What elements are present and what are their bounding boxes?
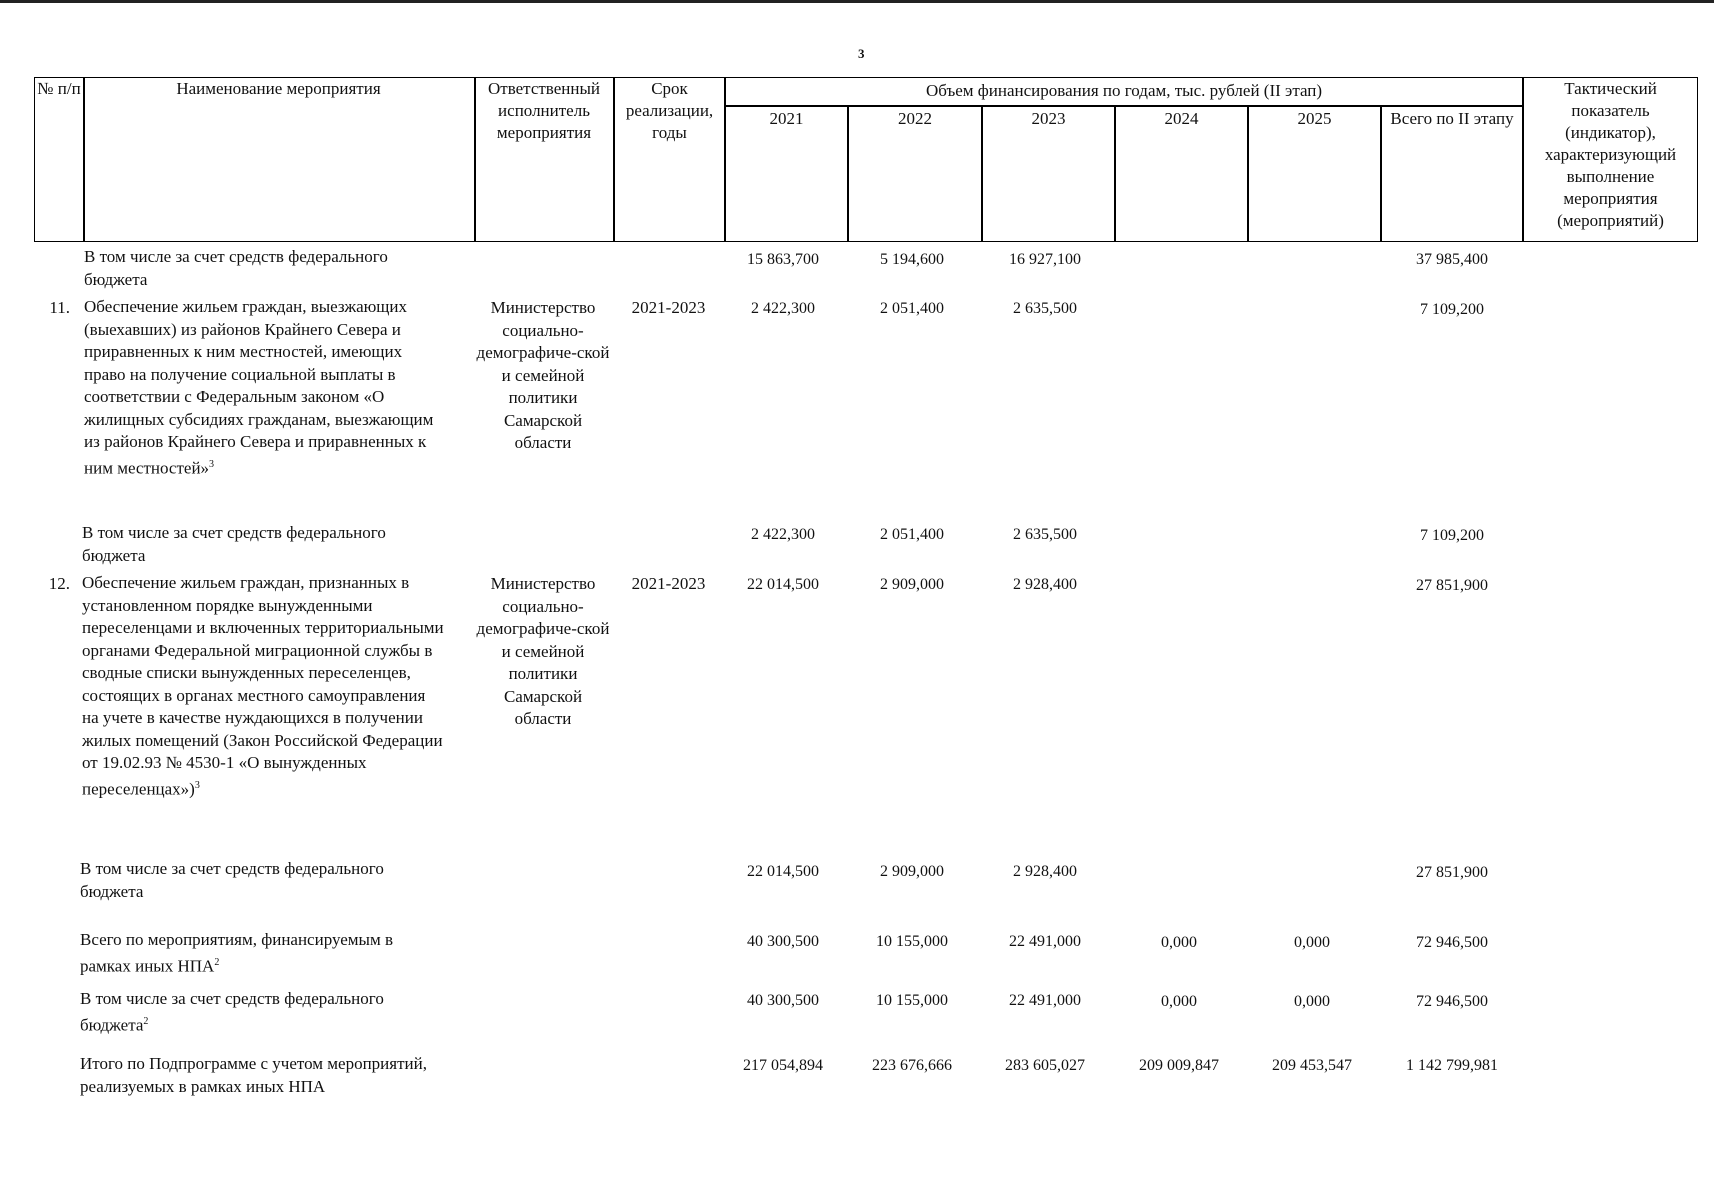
grand-total-2021: 217 054,894 [743, 1057, 823, 1074]
federal-other-npa-name: В том числе за счет средств федерального бюджета$^2$ [80, 989, 384, 1035]
total-other-npa-total: 72 946,500 [1416, 934, 1488, 951]
row-12-federal-2023: 2 928,400 [1013, 863, 1077, 880]
grand-total-2023: 283 605,027 [1005, 1057, 1085, 1074]
total-other-npa-2021: 40 300,500 [747, 933, 819, 950]
row-12-value-2023: 2 928,400 [1013, 576, 1077, 593]
federal-other-npa-2024: 0,000 [1161, 993, 1197, 1010]
total-other-npa-name: Всего по мероприятиям, финансируемым в рамках иных НПА$^2$ [80, 930, 394, 976]
header-total: Всего по II этапу [1390, 109, 1514, 128]
header-year-2025: 2025 [1297, 109, 1332, 128]
row-12-total: 27 851,900 [1416, 577, 1488, 594]
federal-other-npa-2023: 22 491,000 [1009, 992, 1081, 1009]
row-11-value-2021: 2 422,300 [751, 300, 815, 317]
header-name: Наименование мероприятия [176, 79, 381, 98]
header-year-2021: 2021 [769, 109, 804, 128]
grand-total-name: Итого по Подпрограмме с учетом мероприятий, реализуемых в рамках иных НПА [80, 1054, 427, 1096]
header-num: № п/п [37, 79, 81, 98]
row-12-responsible: Министерство социально-демографиче-ской и семейной политики Самарской области [476, 574, 610, 728]
row-0-total: 37 985,400 [1416, 251, 1488, 268]
row-11-total: 7 109,200 [1420, 301, 1484, 318]
header-year-2022: 2022 [898, 109, 932, 128]
total-other-npa-2022: 10 155,000 [876, 933, 948, 950]
row-11-federal-2021: 2 422,300 [751, 526, 815, 543]
grand-total-2024: 209 009,847 [1139, 1057, 1219, 1074]
row-0-name: В том числе за счет средств федерального бюджета [84, 247, 388, 289]
federal-other-npa-2022: 10 155,000 [876, 992, 948, 1009]
row-11-number: 11. [49, 298, 70, 317]
page-number: 3 [858, 46, 865, 61]
row-0-value-2021: 15 863,700 [747, 251, 819, 268]
row-0-value-2022: 5 194,600 [880, 251, 944, 268]
row-12-number: 12. [48, 574, 70, 593]
total-other-npa-2024: 0,000 [1161, 934, 1197, 951]
row-11-responsible: Министерство социально-демографиче-ской и семейной политики Самарской области [476, 298, 610, 452]
row-11-federal-name: В том числе за счет средств федерального бюджета [82, 523, 386, 565]
grand-total-2022: 223 676,666 [872, 1057, 952, 1074]
grand-total-2025: 209 453,547 [1272, 1057, 1352, 1074]
header-indicator: Тактический показатель (индикатор), характеризующий выполнение мероприятия (мероприятий) [1544, 79, 1677, 230]
table-header [34, 77, 1698, 242]
row-11-name: Обеспечение жильем граждан, выезжающих (выехавших) из районов Крайнего Севера и приравненных к ним местностей, имеющих право на получение социальной выплаты в соответствии с Федеральным законом «О жилищных субсидиях гражданам, выезжающим из районов Крайнего Севера и приравненных к ним местностей»$^3$ [84, 297, 434, 478]
scan-top-edge [0, 0, 1714, 3]
row-11-federal-total: 7 109,200 [1420, 527, 1484, 544]
row-11-period: 2021-2023 [631, 298, 706, 317]
federal-other-npa-2025: 0,000 [1294, 993, 1330, 1010]
row-11-federal-2022: 2 051,400 [880, 526, 944, 543]
header-period: Срок реализации, годы [625, 79, 714, 142]
row-11-value-2023: 2 635,500 [1013, 300, 1077, 317]
federal-other-npa-2021: 40 300,500 [747, 992, 819, 1009]
header-year-2024: 2024 [1164, 109, 1199, 128]
grand-total-total: 1 142 799,981 [1406, 1057, 1498, 1074]
header-funding-group: Объем финансирования по годам, тыс. рублей (II этап) [925, 81, 1323, 100]
row-12-value-2022: 2 909,000 [880, 576, 944, 593]
row-0-value-2023: 16 927,100 [1009, 251, 1081, 268]
row-12-federal-total: 27 851,900 [1416, 864, 1488, 881]
row-12-name: Обеспечение жильем граждан, признанных в установленном порядке вынужденными переселенцами и включенных территориальными органами Федеральной миграционной службы в сводные списки вынужденных переселенцев, состоящих в органах местного самоуправления на учете в качестве нуждающихся в получении жилых помещений (Закон Российской Федерации от 19.02.93 № 4530-1 «О вынужденных переселенцах»)$^3$ [82, 573, 444, 799]
row-11-federal-2023: 2 635,500 [1013, 526, 1077, 543]
row-12-value-2021: 22 014,500 [747, 576, 819, 593]
header-year-2023: 2023 [1031, 109, 1066, 128]
header-responsible: Ответственный исполнитель мероприятия [488, 79, 600, 142]
row-12-federal-2022: 2 909,000 [880, 863, 944, 880]
row-12-federal-2021: 22 014,500 [747, 863, 819, 880]
row-11-value-2022: 2 051,400 [880, 300, 944, 317]
row-12-federal-name: В том числе за счет средств федерального бюджета [80, 859, 384, 901]
federal-other-npa-total: 72 946,500 [1416, 993, 1488, 1010]
total-other-npa-2025: 0,000 [1294, 934, 1330, 951]
total-other-npa-2023: 22 491,000 [1009, 933, 1081, 950]
row-12-period: 2021-2023 [631, 574, 706, 593]
